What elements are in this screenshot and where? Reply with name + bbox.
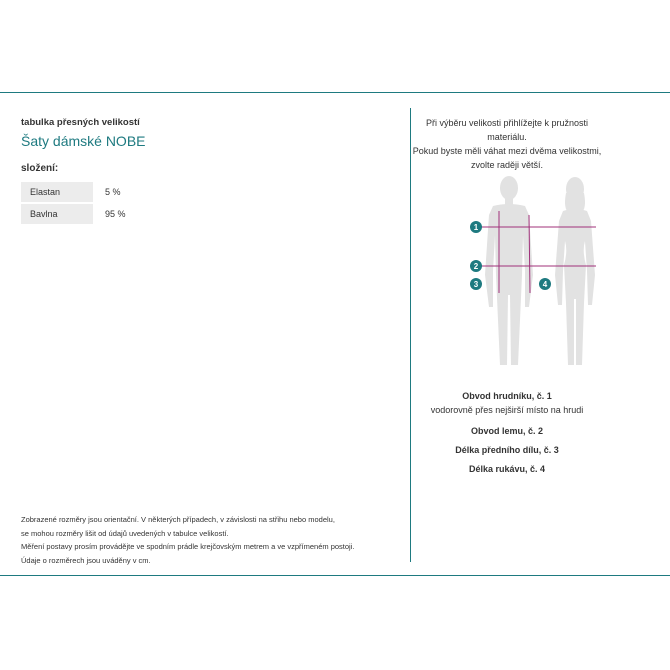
marker-2 bbox=[470, 260, 482, 272]
footnote-line: Zobrazené rozměry jsou orientační. V některých případech, v závislosti na střihu nebo modelu, bbox=[21, 515, 335, 524]
size-chart-card bbox=[0, 92, 670, 576]
sizing-advice bbox=[411, 116, 603, 172]
measurement-legend bbox=[411, 391, 603, 474]
footnote-line: se mohou rozměry lišit od údajů uvedených v tabulce velikostí. bbox=[21, 528, 229, 538]
left-panel bbox=[21, 93, 401, 577]
legend-item-chest: Obvod hrudníku, č. 1 bbox=[462, 391, 552, 401]
product-title: Šaty dámské NOBE bbox=[21, 133, 146, 149]
svg-text:2: 2 bbox=[473, 262, 479, 271]
male-figure bbox=[485, 176, 533, 365]
marker-4 bbox=[539, 278, 551, 290]
measurement-footnote bbox=[21, 513, 354, 567]
composition-label: složení: bbox=[21, 163, 59, 174]
marker-1 bbox=[470, 221, 482, 233]
material-name: Elastan bbox=[21, 182, 93, 202]
advice-line: zvolte raději větší. bbox=[470, 160, 544, 170]
material-name: Bavlna bbox=[21, 204, 93, 224]
marker-3 bbox=[470, 278, 482, 290]
svg-text:3: 3 bbox=[473, 280, 479, 289]
legend-item-chest-description: vodorovně přes nejširší místo na hrudi bbox=[430, 405, 584, 415]
legend-item-front-length: Délka předního dílu, č. 3 bbox=[455, 445, 559, 455]
measurement-figures-illustration bbox=[466, 175, 598, 375]
footnote-line: Měření postavy prosím provádějte ve spodním prádle krejčovským metrem a ve vzpřímeném postoji. bbox=[21, 542, 355, 551]
composition-table bbox=[21, 182, 126, 226]
advice-line: Při výběru velikosti přihlížejte k pružnosti materiálu. bbox=[425, 118, 589, 142]
material-percentage: 5 % bbox=[105, 187, 121, 197]
composition-row bbox=[21, 182, 126, 202]
svg-text:1: 1 bbox=[473, 223, 479, 232]
svg-text:4: 4 bbox=[542, 280, 548, 289]
legend-item-sleeve-length: Délka rukávu, č. 4 bbox=[468, 464, 546, 474]
footnote-line: Údaje o rozměrech jsou uváděny v cm. bbox=[21, 555, 151, 565]
material-percentage: 95 % bbox=[105, 209, 126, 219]
advice-line: Pokud byste měli váhat mezi dvěma velikostmi, bbox=[412, 146, 602, 156]
composition-row bbox=[21, 204, 126, 224]
female-figure bbox=[555, 177, 595, 365]
legend-item-hem: Obvod lemu, č. 2 bbox=[470, 426, 544, 436]
right-panel bbox=[411, 93, 670, 577]
chart-subtitle: tabulka přesných velikostí bbox=[21, 117, 140, 128]
